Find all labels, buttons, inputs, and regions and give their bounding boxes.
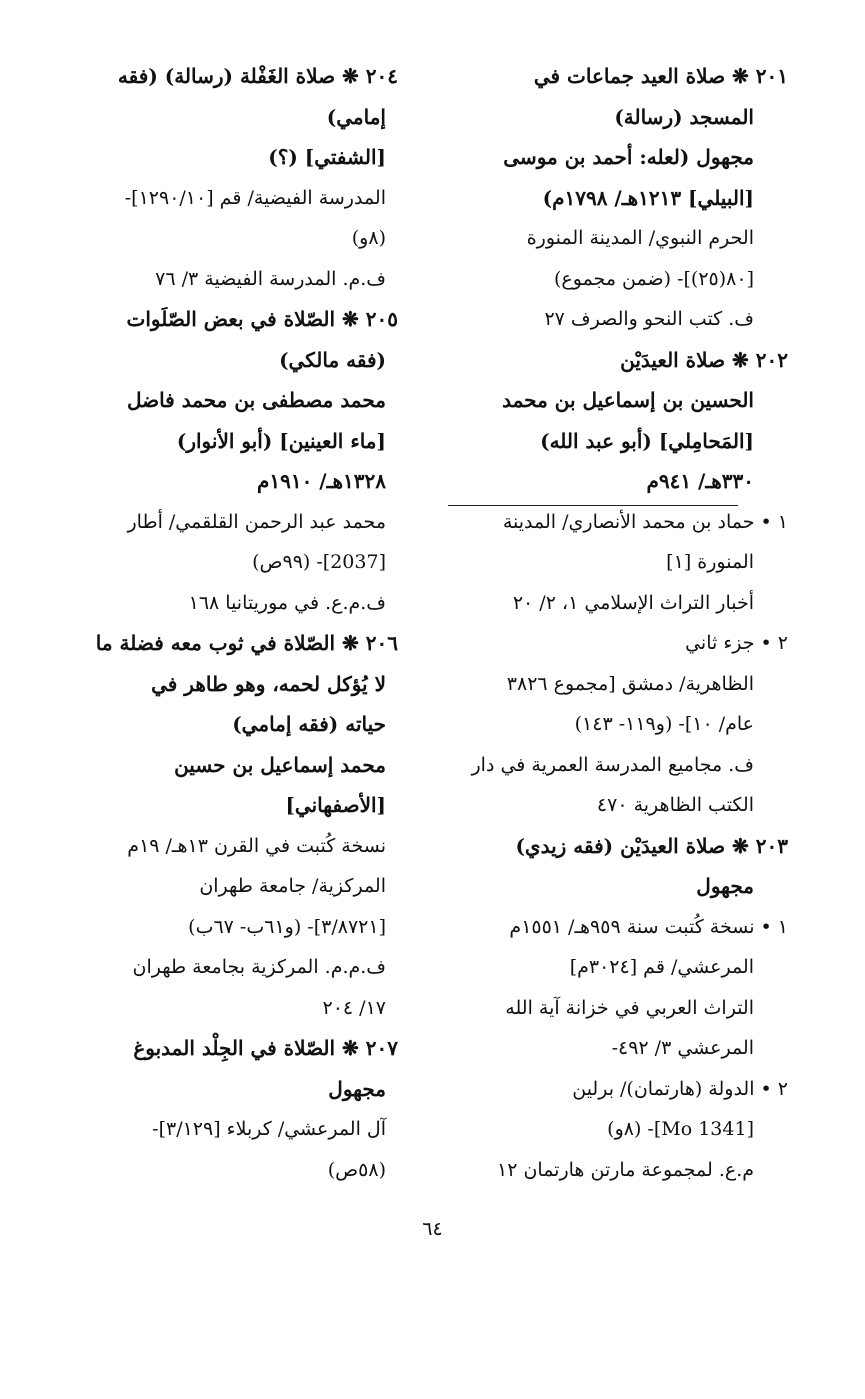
right-column — [438, 56, 788, 1190]
entry-line: ف. مجاميع المدرسة العمرية في دار — [471, 753, 754, 776]
entry-line: [الشفتي] (؟) — [268, 145, 386, 169]
entry-line: نسخة كُتبت في القرن ١٣هـ/ ١٩م — [127, 834, 386, 857]
entry-line: مجهول — [328, 1076, 386, 1101]
entry-line: (٥٨ص) — [327, 1158, 386, 1181]
entry-line: ١ • حماد بن محمد الأنصاري/ المدينة — [502, 510, 788, 533]
entry-line: م.ع. لمجموعة مارتن هارتمان ١٢ — [496, 1158, 754, 1181]
entry-line: ١٣٢٨هـ/ ١٩١٠م — [256, 469, 386, 493]
entry-line: محمد إسماعيل بن حسين — [174, 752, 386, 777]
entry-line: التراث العربي في خزانة آية الله — [505, 996, 754, 1019]
entry-line: [المَحامِلي] (أبو عبد الله) — [540, 428, 754, 453]
entry-line: لا يُؤكل لحمه، وهو طاهر في — [151, 671, 386, 696]
entry-line: ٢٠٧ ❋ الصّلاة في الجِلْد المدبوغ — [133, 1036, 398, 1060]
entry-line: حياته (فقه إمامي) — [232, 712, 386, 736]
entry-line: إمامي) — [326, 104, 386, 129]
entry-line: [البيلي] ١٢١٣هـ/ ١٧٩٨م) — [542, 185, 754, 210]
entry-line: ١ • نسخة كُتبت سنة ٩٥٩هـ/ ١٥٥١م — [509, 915, 788, 938]
entry-line: [٣/٨٧٢١]- (و٦١ب- ٦٧ب) — [188, 915, 386, 938]
entry-line: ٢ • الدولة (هارتمان)/ برلين — [572, 1077, 788, 1100]
entry-line: ف.م.م. المركزية بجامعة طهران — [132, 956, 386, 978]
entry-line: ٢٠٤ ❋ صلاة الغَفْلة (رسالة) (فقه — [117, 64, 398, 88]
entry-line: محمد مصطفى بن محمد فاضل — [126, 388, 386, 412]
entry-line: الكتب الظاهرية ٤٧٠ — [596, 794, 754, 816]
entry-line: الحسين بن إسماعيل بن محمد — [502, 388, 754, 412]
entry-line: ٣٣٠هـ/ ٩٤١م — [646, 469, 754, 493]
entry-line: ٢٠٣ ❋ صلاة العيدَيْن (فقه زيدي) — [515, 833, 788, 858]
entry-line: آل المرعشي/ كربلاء [٣/١٢٩]- — [152, 1118, 386, 1140]
entry-line: المركزية/ جامعة طهران — [199, 875, 386, 897]
entry-line: ف.م.ع. في موريتانيا ١٦٨ — [188, 591, 386, 614]
entry-line: المسجد (رسالة) — [614, 104, 754, 129]
entry-line: ٢ • جزء ثاني — [685, 632, 788, 654]
left-column — [48, 56, 398, 1190]
entry-line: (فقه مالكي) — [279, 347, 386, 372]
footnote-separator — [448, 505, 738, 506]
entry-line: المرعشي/ قم [٣٠٢٤م] — [569, 956, 754, 978]
entry-line: [٨٠(٢٥)]- (ضمن مجموع) — [554, 267, 754, 290]
entry-line: ٢٠١ ❋ صلاة العيد جماعات في — [533, 64, 788, 88]
entry-line: [2037]- (٩٩ص) — [252, 551, 386, 573]
entry-line: محمد عبد الرحمن القلقمي/ أطار — [127, 510, 386, 533]
entry-line: عام/ ١٠]- (و١١٩- ١٤٣) — [574, 713, 754, 735]
entry-line: المنورة [١] — [666, 551, 754, 573]
entry-line: ٢٠٢ ❋ صلاة العيدَيْن — [620, 347, 788, 372]
entry-line: ف. كتب النحو والصرف ٢٧ — [544, 308, 754, 330]
entry-line: مجهول (لعله: أحمد بن موسى — [503, 145, 754, 169]
entry-line: ٢٠٦ ❋ الصّلاة في ثوب معه فضلة ما — [95, 631, 398, 655]
entry-line: [الأصفهاني] — [285, 793, 386, 817]
entry-line: [Mo 1341]- (٨و) — [607, 1118, 754, 1140]
entry-line: المدرسة الفيضية/ قم [١٢٩٠/١٠]- — [124, 186, 386, 209]
entry-line: المرعشي ٣/ ٤٩٢- — [611, 1037, 754, 1059]
entry-line: (٨و) — [351, 227, 386, 249]
entry-line: ف.م. المدرسة الفيضية ٣/ ٧٦ — [155, 267, 386, 290]
entry-line: الظاهرية/ دمشق [مجموع ٣٨٢٦ — [506, 672, 754, 695]
entry-line: ١٧/ ٢٠٤ — [322, 996, 386, 1019]
entry-line: [ماء العينين] (أبو الأنوار) — [176, 428, 386, 453]
entry-line: ٢٠٥ ❋ الصّلاة في بعض الصّلَوات — [126, 307, 398, 331]
entry-line: مجهول — [696, 874, 754, 898]
entry-line: الحرم النبوي/ المدينة المنورة — [526, 227, 754, 249]
page-number: ٦٤ — [422, 1218, 443, 1240]
entry-line: أخبار التراث الإسلامي ١، ٢/ ٢٠ — [512, 591, 754, 614]
